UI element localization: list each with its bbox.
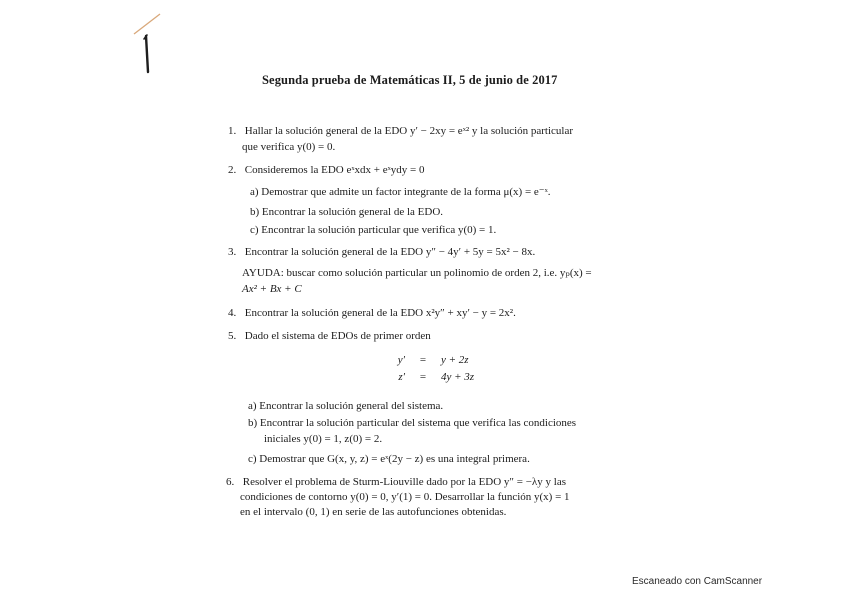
problem-5-part-c: c) Demostrar que G(x, y, z) = eˣ(2y − z) es una integral primera.: [248, 453, 530, 465]
system-lhs: y′: [397, 354, 405, 366]
system-equals: =: [419, 354, 427, 366]
problem-2-part-c: c) Encontrar la solución particular que verifica y(0) = 1.: [250, 224, 497, 236]
problem-number: 5.: [228, 330, 237, 342]
problem-1-line-2: que verifica y(0) = 0.: [242, 141, 336, 153]
ode-system: [395, 352, 474, 386]
problem-2-intro: [228, 163, 425, 177]
scanner-watermark: Escaneado con CamScanner: [632, 576, 763, 587]
problem-3-hint-1: AYUDA: buscar como solución particular un polinomio de orden 2, i.e. yₚ(x) =: [242, 267, 592, 279]
exam-title: Segunda prueba de Matemáticas II, 5 de junio de 2017: [262, 73, 558, 87]
problem-text: Resolver el problema de Sturm-Liouville dado por la EDO y″ = −λy y las: [242, 476, 566, 488]
problem-text: Encontrar la solución general de la EDO x²y″ + xy′ − y = 2x².: [244, 307, 516, 319]
problem-text: Hallar la solución general de la EDO y′ − 2xy = eˣ² y la solución particular: [244, 125, 574, 137]
problem-5-intro: [228, 329, 431, 343]
problem-1-line-1: [228, 124, 573, 138]
problem-text: Encontrar la solución general de la EDO y″ − 4y′ + 5y = 5x² − 8x.: [244, 246, 536, 258]
problem-5-part-a: a) Encontrar la solución general del sistema.: [248, 400, 444, 412]
system-rhs: 4y + 3z: [441, 371, 475, 383]
problem-number: 2.: [228, 164, 237, 176]
system-rhs: y + 2z: [441, 354, 469, 366]
problem-5-part-b-line-1: b) Encontrar la solución particular del sistema que verifica las condiciones: [248, 417, 577, 429]
problem-3-hint-2: Ax² + Bx + C: [242, 283, 302, 295]
problem-number: 3.: [228, 246, 237, 258]
problem-2-part-a: a) Demostrar que admite un factor integrante de la forma μ(x) = e⁻ˣ.: [250, 186, 551, 198]
problem-number: 4.: [228, 307, 237, 319]
problem-6-line-3: en el intervalo (0, 1) en serie de las autofunciones obtenidas.: [240, 506, 507, 518]
problem-5-part-b-line-2: iniciales y(0) = 1, z(0) = 2.: [264, 433, 383, 445]
problem-6-line-2: condiciones de contorno y(0) = 0, y′(1) = 0. Desarrollar la función y(x) = 1: [240, 491, 570, 503]
problem-number: 1.: [228, 125, 237, 137]
system-equals: =: [419, 371, 427, 383]
problem-text: Dado el sistema de EDOs de primer orden: [244, 330, 431, 342]
system-lhs: z′: [398, 371, 405, 383]
problem-2-part-b: b) Encontrar la solución general de la EDO.: [250, 206, 444, 218]
system-row-1: [395, 352, 474, 369]
problem-6-line-1: [226, 475, 566, 489]
problem-4-line-1: [228, 306, 516, 320]
handwritten-mark: [128, 6, 178, 76]
problem-text: Consideremos la EDO eˣxdx + eˣydy = 0: [244, 164, 425, 176]
system-row-2: [395, 369, 474, 386]
problem-number: 6.: [226, 476, 235, 488]
problem-3-line-1: [228, 245, 535, 259]
